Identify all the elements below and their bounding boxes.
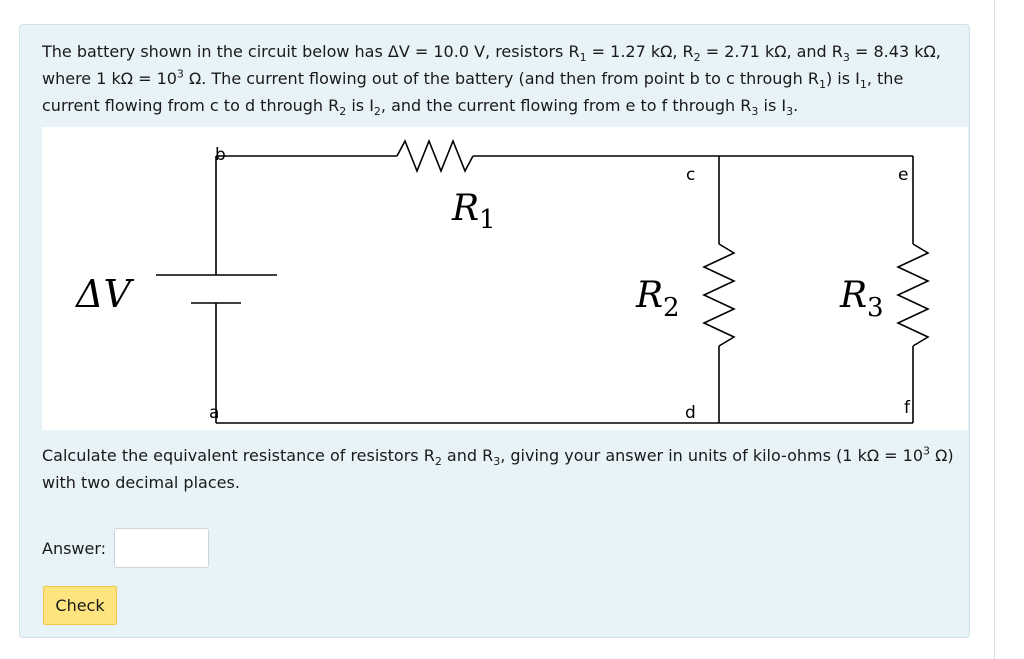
circuit-svg <box>42 127 968 430</box>
node-label-f: f <box>904 398 910 418</box>
r3-label: R <box>840 275 868 316</box>
answer-label: Answer: <box>42 539 107 558</box>
question-intro: The battery shown in the circuit below has ΔV = 10.0 V, resistors $R_1 = 1.27$ kΩ, $R_2 = 2.71$ kΩ, and $R_3 = 8.43$ kΩ, where 1 $k\Omega = 10^3$ Ω. The current flowing out of the battery (and then from point b to c through $R_1$) is $I_1$, the current flowing from c to d through $R_2$ is $I_2$, and the current flowing from e to f through $R_3$ is $I_3$. <box>42 42 941 119</box>
resistor-r2 <box>704 244 734 346</box>
r1-subscript: 1 <box>479 205 496 235</box>
check-button[interactable]: Check <box>43 586 117 625</box>
page-divider <box>994 0 995 659</box>
battery-label: ΔV <box>76 272 131 316</box>
r1-label: R <box>452 188 480 229</box>
r2-subscript: 2 <box>663 293 680 323</box>
resistor-r3 <box>898 244 928 346</box>
r2-label: R <box>636 275 664 316</box>
circuit-diagram <box>42 127 968 430</box>
node-label-a: a <box>209 403 220 423</box>
node-label-d: d <box>685 403 696 423</box>
node-label-e: e <box>898 165 909 185</box>
node-label-b: b <box>215 145 226 165</box>
question-task: Calculate the equivalent resistance of resistors $R_2$ and $R_3$, giving your answer in units of kilo-ohms (1 $k\Omega = 10^3$ Ω) with two decimal places. <box>42 444 954 492</box>
answer-input[interactable] <box>114 528 209 568</box>
question-panel <box>19 24 970 638</box>
resistor-r1 <box>397 141 473 171</box>
r3-subscript: 3 <box>867 293 884 323</box>
node-label-c: c <box>686 165 696 185</box>
